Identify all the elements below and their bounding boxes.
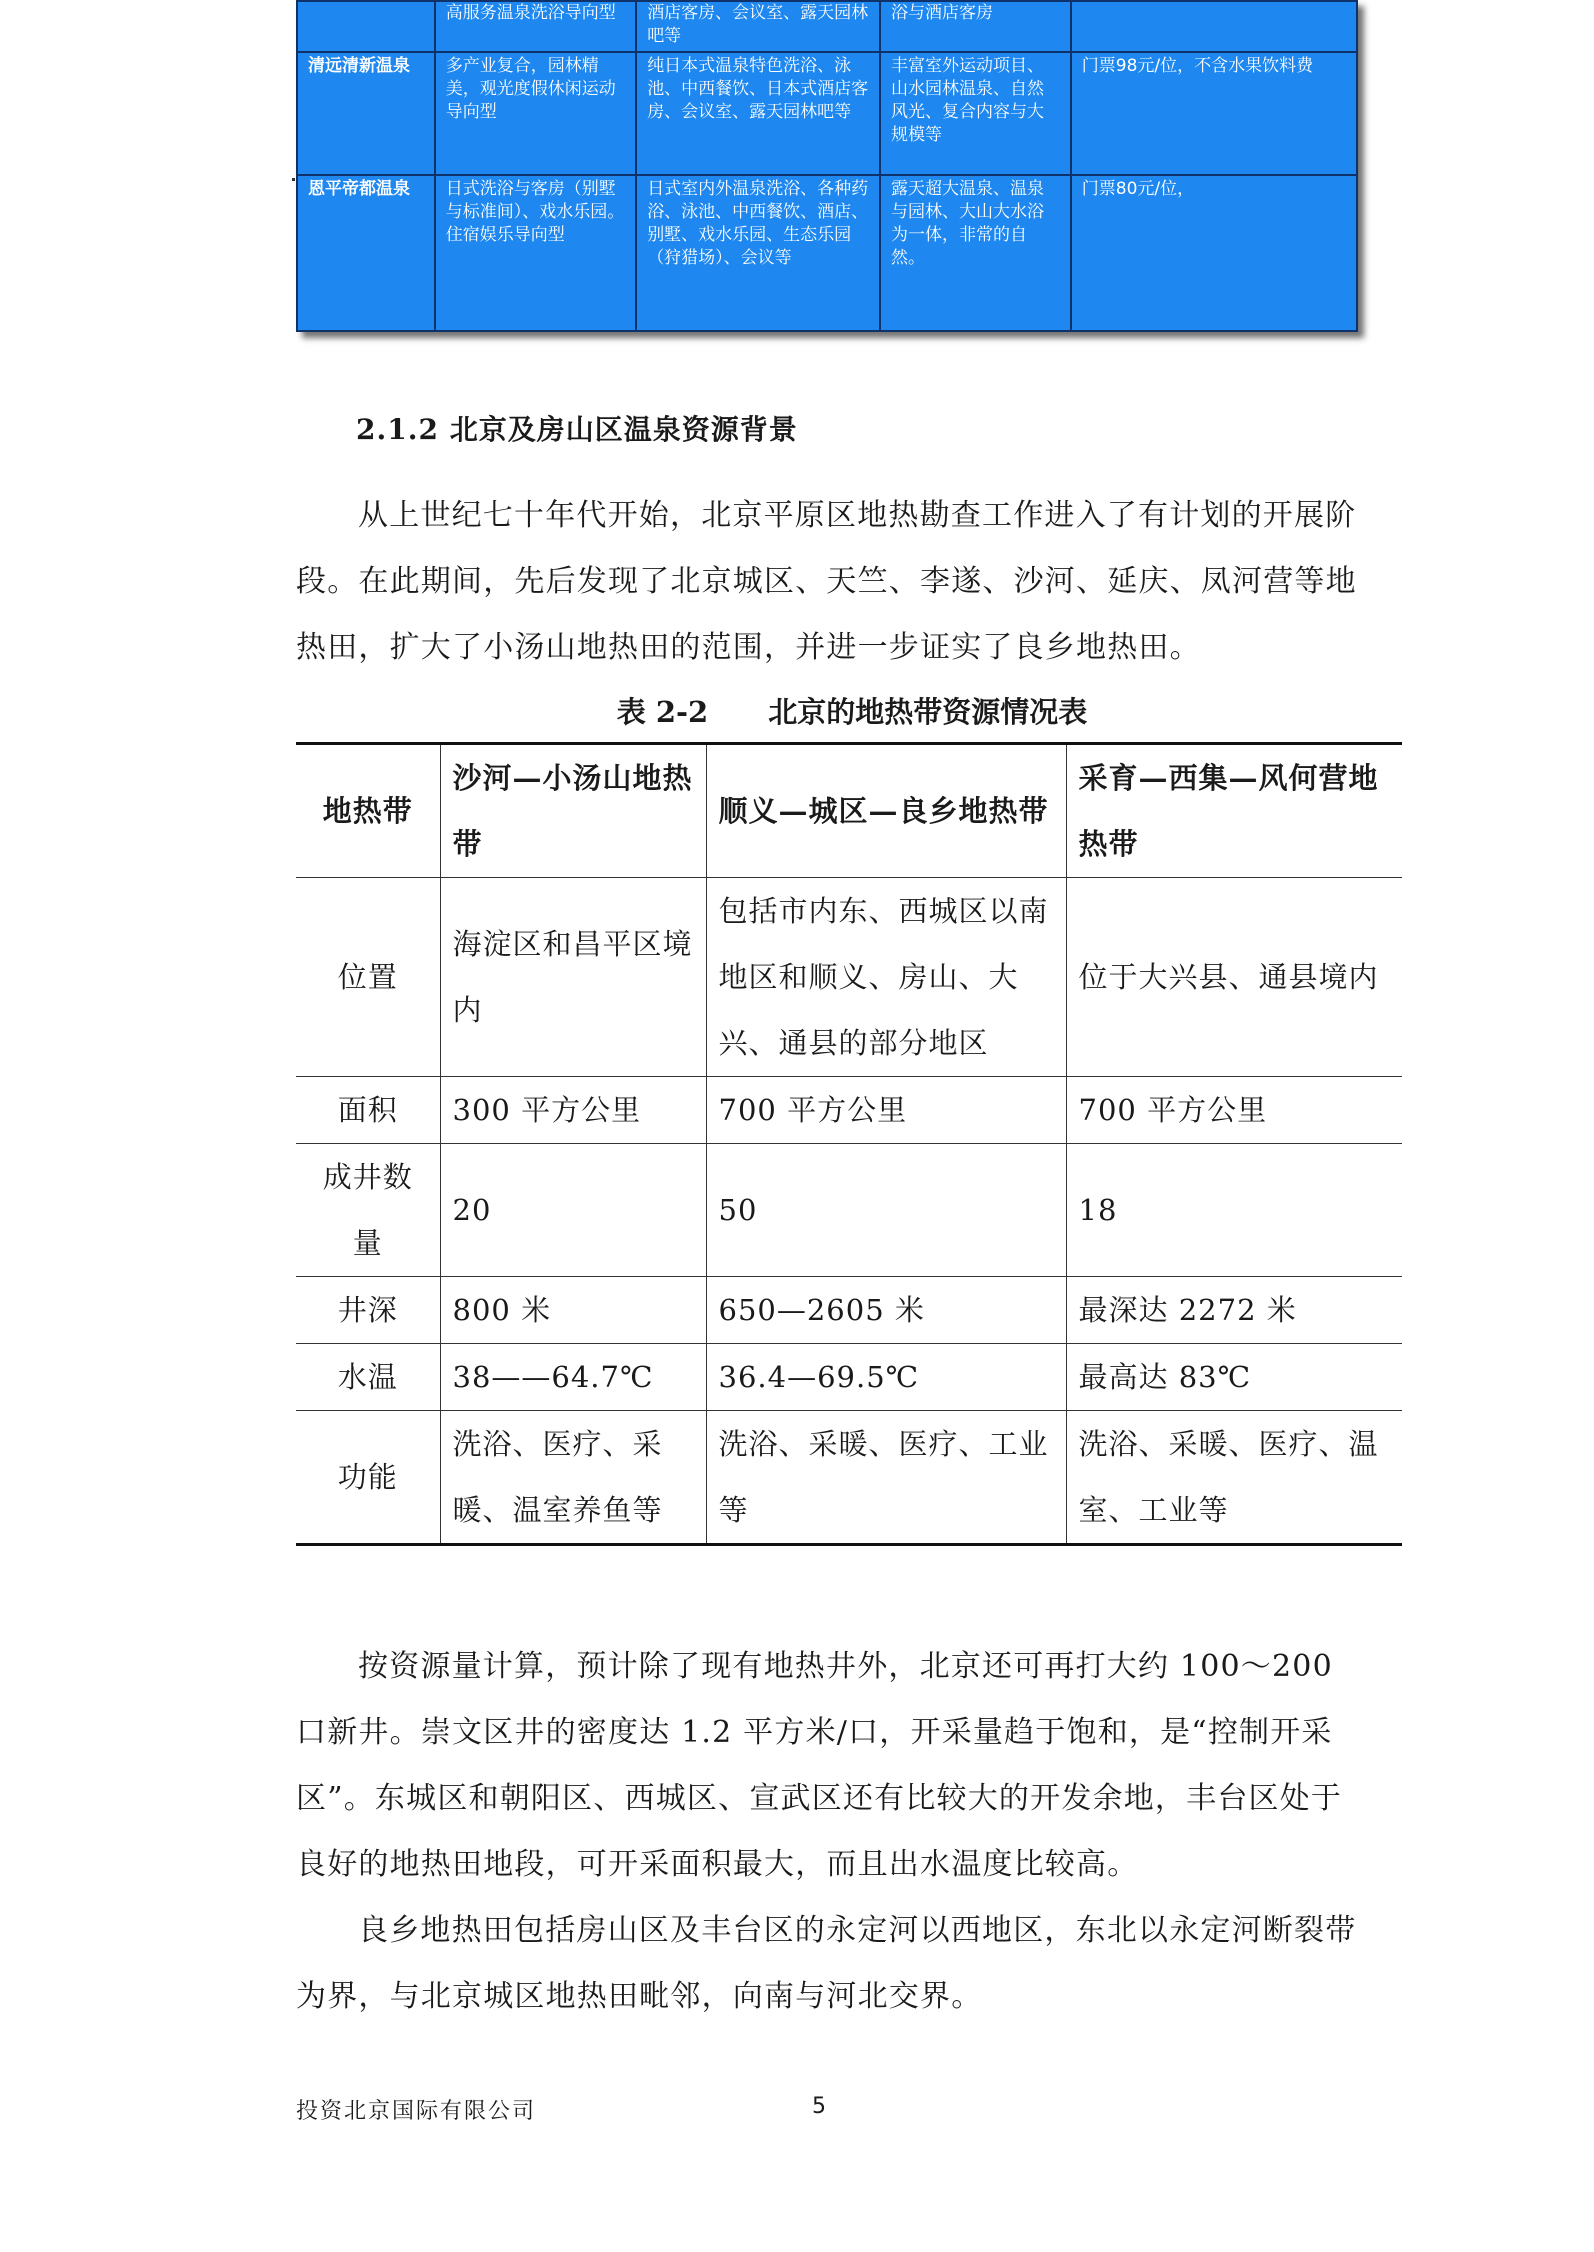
table-cell: 日式洗浴与客房（别墅与标准间）、戏水乐园。住宿娱乐导向型 [435, 175, 636, 331]
table-cell: 20 [440, 1144, 706, 1277]
header-cell: 地热带 [296, 744, 440, 878]
table-row [296, 1077, 1402, 1144]
table-cell: 丰富室外运动项目、山水园林温泉、自然风光、复合内容与大规模等 [880, 52, 1071, 175]
table-header-row [296, 744, 1402, 878]
table-cell: 海淀区和昌平区境内 [440, 878, 706, 1077]
table-row [296, 1411, 1402, 1545]
table-cell: 位于大兴县、通县境内 [1066, 878, 1402, 1077]
table-row [296, 1277, 1402, 1344]
row-label-cell: 水温 [296, 1344, 440, 1411]
table-cell: 洗浴、采暖、医疗、工业等 [706, 1411, 1066, 1545]
table-row [296, 1344, 1402, 1411]
page-number: 5 [812, 2094, 826, 2119]
header-cell: 沙河—小汤山地热带 [440, 744, 706, 878]
table-cell: 650—2605 米 [706, 1277, 1066, 1344]
hot-spring-comparison-table [296, 0, 1358, 332]
table-row [297, 52, 1357, 175]
table-caption [296, 690, 1408, 731]
table-cell: 最高达 83℃ [1066, 1344, 1402, 1411]
paragraph-geothermal-history: 从上世纪七十年代开始，北京平原区地热勘查工作进入了有计划的开展阶段。在此期间，先后发现了北京城区、天竺、李遂、沙河、延庆、凤河营等地热田，扩大了小汤山地热田的范围，并进一步证实了良乡地热田。 [296, 498, 1357, 665]
table-cell: 纯日本式温泉特色洗浴、泳池、中西餐饮、日本式酒店客房、会议室、露天园林吧等 [636, 52, 880, 175]
table-cell: 日式室内外温泉洗浴、各种药浴、泳池、中西餐饮、酒店、别墅、戏水乐园、生态乐园（狩猎场）、会议等 [636, 175, 880, 331]
row-label-cell: 成井数量 [296, 1144, 440, 1277]
table-caption-number: 表 2-2 [616, 695, 709, 729]
footer-company-name: 投资北京国际有限公司 [296, 2099, 537, 2124]
table-cell [1071, 1, 1357, 52]
table-cell: 露天超大温泉、温泉与园林、大山大水浴为一体，非常的自然。 [880, 175, 1071, 331]
table-cell: 洗浴、医疗、采暖、温室养鱼等 [440, 1411, 706, 1545]
table-cell: 800 米 [440, 1277, 706, 1344]
resort-name-cell: 清远清新温泉 [297, 52, 435, 175]
table-cell: 门票98元/位，不含水果饮料费 [1071, 52, 1357, 175]
table-caption-title: 北京的地热带资源情况表 [768, 695, 1088, 729]
table-cell: 洗浴、采暖、医疗、温室、工业等 [1066, 1411, 1402, 1545]
table-cell: 多产业复合，园林精美，观光度假休闲运动导向型 [435, 52, 636, 175]
table-cell: 浴与酒店客房 [880, 1, 1071, 52]
table-row [296, 1144, 1402, 1277]
header-cell: 采育—西集—风何营地热带 [1066, 744, 1402, 878]
paragraph-liangxiang-field: 良乡地热田包括房山区及丰台区的永定河以西地区，东北以永定河断裂带为界，与北京城区地热田毗邻，向南与河北交界。 [296, 1913, 1357, 2014]
resort-name-cell: 恩平帝都温泉 [297, 175, 435, 331]
row-label-cell: 面积 [296, 1077, 440, 1144]
table-cell: 300 平方公里 [440, 1077, 706, 1144]
paragraph-resource-estimate: 按资源量计算，预计除了现有地热井外，北京还可再打大约 100～200 口新井。崇文区井的密度达 1.2 平方米/口，开采量趋于饱和，是“控制开采区”。东城区和朝阳区、西城区、宣武区还有比较大的开发余地，丰台区处于良好的地热田地段，可开采面积最大，而且出水温度比较高。 [296, 1649, 1343, 1882]
resort-name-cell [297, 1, 435, 52]
row-label-cell: 位置 [296, 878, 440, 1077]
table-row [296, 878, 1402, 1077]
table-cell: 38——64.7℃ [440, 1344, 706, 1411]
table-cell: 36.4—69.5℃ [706, 1344, 1066, 1411]
section-heading: 2.1.2 北京及房山区温泉资源背景 [356, 413, 798, 446]
row-label-cell: 井深 [296, 1277, 440, 1344]
table-cell: 最深达 2272 米 [1066, 1277, 1402, 1344]
row-label-cell: 功能 [296, 1411, 440, 1545]
table-cell: 700 平方公里 [1066, 1077, 1402, 1144]
table-cell: 酒店客房、会议室、露天园林吧等 [636, 1, 880, 52]
table-cell: 18 [1066, 1144, 1402, 1277]
header-cell: 顺义—城区—良乡地热带 [706, 744, 1066, 878]
table-cell: 门票80元/位， [1071, 175, 1357, 331]
geothermal-belt-table [296, 742, 1402, 1546]
stray-mark [292, 178, 295, 181]
table-cell: 50 [706, 1144, 1066, 1277]
table-cell: 高服务温泉洗浴导向型 [435, 1, 636, 52]
table-row [297, 1, 1357, 52]
table-cell: 包括市内东、西城区以南地区和顺义、房山、大兴、通县的部分地区 [706, 878, 1066, 1077]
table-cell: 700 平方公里 [706, 1077, 1066, 1144]
table-row [297, 175, 1357, 331]
